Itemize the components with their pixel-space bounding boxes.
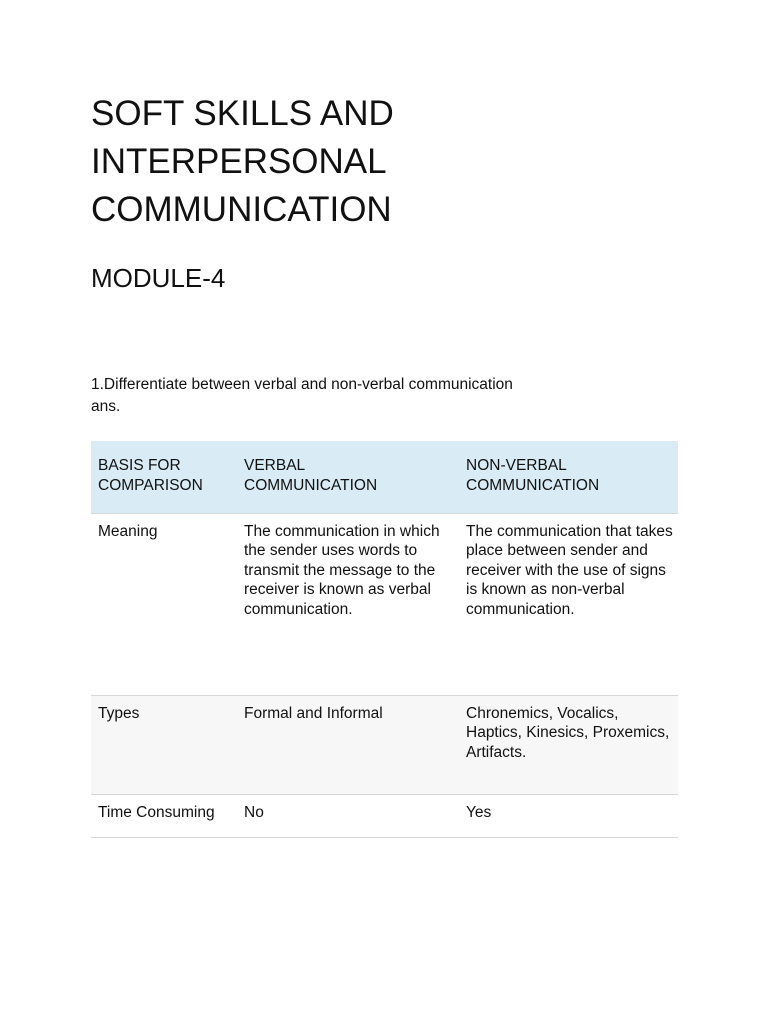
- table-body: [91, 513, 678, 837]
- header-verbal: VERBAL COMMUNICATION: [244, 457, 378, 494]
- cell-verbal: No: [244, 803, 264, 821]
- module-heading: MODULE-4: [91, 263, 226, 293]
- comparison-table: [91, 441, 678, 838]
- cell-nonverbal: Chronemics, Vocalics, Haptics, Kinesics, Proxemics, Artifacts.: [466, 704, 670, 761]
- table-row: [91, 513, 678, 695]
- header-basis: BASIS FOR COMPARISON: [98, 457, 203, 494]
- cell-basis: Meaning: [98, 522, 158, 540]
- cell-basis: Time Consuming: [98, 803, 215, 821]
- table-header-row: [91, 441, 678, 513]
- cell-verbal: The communication in which the sender uses words to transmit the message to the receiver is known as verbal communication.: [244, 522, 440, 618]
- table-row: [91, 794, 678, 837]
- cell-verbal: Formal and Informal: [244, 704, 383, 722]
- answer-label: ans.: [91, 398, 121, 415]
- table-header: [91, 441, 678, 513]
- cell-basis: Types: [98, 704, 140, 722]
- cell-nonverbal: The communication that takes place between sender and receiver with the use of signs is known as non-verbal communication.: [466, 522, 673, 618]
- document-title: SOFT SKILLS AND INTERPERSONAL COMMUNICATION: [91, 94, 394, 229]
- header-nonverbal: NON-VERBAL COMMUNICATION: [466, 457, 600, 494]
- question-text: 1.Differentiate between verbal and non-verbal communication: [91, 376, 513, 393]
- cell-nonverbal: Yes: [466, 803, 492, 821]
- table-row: [91, 695, 678, 794]
